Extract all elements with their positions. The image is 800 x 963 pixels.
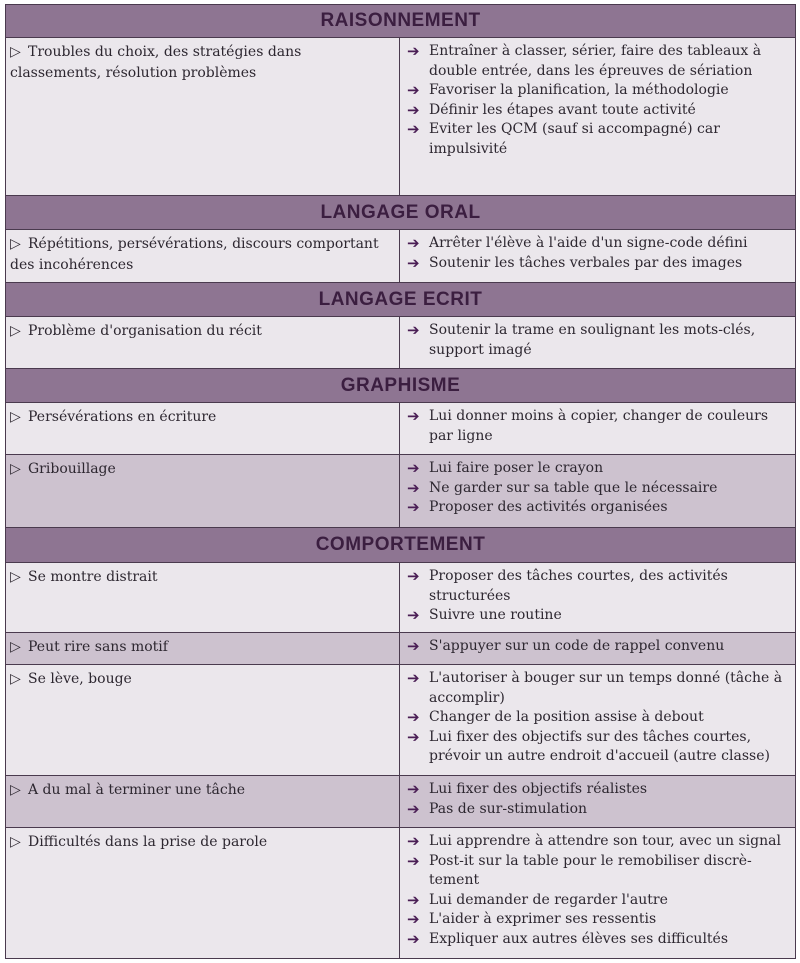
problem-text: A du mal à terminer une tâche: [28, 782, 246, 798]
action-item: [407, 407, 793, 446]
action-text: Proposer des activités organisées: [429, 499, 668, 515]
problem-text: Problème d'organisation du récit: [28, 323, 262, 339]
triangle-right-outline-icon: ▷: [10, 323, 21, 339]
triangle-right-outline-icon: ▷: [10, 461, 21, 477]
actions-cell: [407, 42, 793, 159]
problem-cell: [10, 234, 390, 276]
problem-text: Persévérations en écriture: [28, 409, 217, 425]
actions-cell: [407, 669, 793, 767]
action-item: [407, 498, 793, 518]
arrow-right-icon: ➔: [407, 567, 420, 585]
section-header-comportement: COMPORTEMENT: [6, 528, 795, 563]
action-text: Définir les étapes avant toute activité: [429, 101, 696, 118]
problem-text: Difficultés dans la prise de parole: [28, 834, 268, 850]
actions-cell: [407, 321, 793, 360]
arrow-right-icon: ➔: [407, 890, 420, 909]
action-item: [407, 101, 793, 121]
table-row: [6, 38, 795, 196]
arrow-right-icon: ➔: [407, 253, 420, 272]
problem-cell: [10, 637, 390, 658]
problem-text: Peut rire sans motif: [28, 639, 168, 655]
problem-text: Répétitions, persévérations, discours comportant des incohérences: [10, 236, 379, 273]
action-item: [407, 120, 793, 159]
arrow-right-icon: ➔: [407, 478, 420, 497]
action-text: Ne garder sur sa table que le nécessaire: [429, 479, 718, 496]
action-text: Arrêter l'élève à l'aide d'un signe-code défini: [429, 235, 748, 251]
triangle-right-outline-icon: ▷: [10, 671, 21, 687]
action-item: [407, 459, 793, 479]
column-divider: [399, 403, 400, 454]
action-item: [407, 930, 793, 950]
triangle-right-outline-icon: ▷: [10, 782, 21, 798]
arrow-right-icon: ➔: [407, 910, 420, 928]
arrow-right-icon: ➔: [407, 606, 420, 624]
problem-text: Se montre distrait: [28, 569, 158, 585]
triangle-right-outline-icon: ▷: [10, 639, 21, 655]
action-item: [407, 254, 793, 274]
section-header-raisonnement: RAISONNEMENT: [6, 5, 795, 38]
action-text: Proposer des tâches courtes, des activités structurées: [429, 568, 728, 604]
section-header-langage-ecrit: LANGAGE ECRIT: [6, 283, 795, 317]
column-divider: [399, 317, 400, 368]
table-row: [6, 776, 795, 828]
column-divider: [399, 828, 400, 958]
arrow-right-icon: ➔: [407, 120, 420, 138]
action-item: [407, 852, 793, 891]
actions-cell: [407, 234, 793, 273]
action-text: Suivre une routine: [429, 607, 562, 623]
actions-cell: [407, 637, 793, 657]
column-divider: [399, 563, 400, 632]
arrow-right-icon: ➔: [407, 708, 420, 726]
problem-cell: [10, 567, 390, 588]
action-text: Expliquer aux autres élèves ses difficultés: [429, 930, 729, 947]
column-divider: [399, 633, 400, 664]
action-item: [407, 81, 793, 101]
action-item: [407, 832, 793, 852]
arrow-right-icon: ➔: [407, 459, 420, 477]
problem-cell: [10, 669, 390, 690]
action-item: [407, 910, 793, 930]
problem-cell: [10, 780, 390, 801]
action-text: Favoriser la planification, la méthodologie: [429, 82, 729, 98]
action-text: Eviter les QCM (sauf si accompagné) car impulsivité: [429, 121, 720, 157]
column-divider: [399, 455, 400, 527]
table-row: [6, 828, 795, 958]
arrow-right-icon: ➔: [407, 407, 420, 425]
action-item: [407, 669, 793, 708]
arrow-right-icon: ➔: [407, 727, 420, 746]
actions-cell: [407, 567, 793, 626]
action-text: Lui donner moins à copier, changer de couleurs par ligne: [429, 408, 769, 444]
problem-cell: [10, 459, 390, 480]
table-row: [6, 403, 795, 455]
table-row: [6, 633, 795, 665]
action-item: [407, 479, 793, 499]
arrow-right-icon: ➔: [407, 780, 420, 798]
problem-cell: [10, 407, 390, 428]
problem-text: Troubles du choix, des stratégies dans classements, résolution problèmes: [10, 44, 302, 81]
triangle-right-outline-icon: ▷: [10, 569, 21, 585]
actions-cell: [407, 407, 793, 446]
triangle-right-outline-icon: ▷: [10, 44, 21, 60]
triangle-right-outline-icon: ▷: [10, 236, 21, 252]
problem-cell: [10, 42, 390, 84]
action-item: [407, 637, 793, 657]
section-header-graphisme: GRAPHISME: [6, 369, 795, 403]
problem-cell: [10, 321, 390, 342]
action-item: [407, 567, 793, 606]
column-divider: [399, 230, 400, 282]
table-row: [6, 563, 795, 633]
arrow-right-icon: ➔: [407, 81, 420, 99]
action-item: [407, 728, 793, 767]
action-item: [407, 234, 793, 254]
table-row: [6, 665, 795, 776]
problem-text: Gribouillage: [28, 461, 116, 477]
action-text: Soutenir la trame en soulignant les mots-clés, support imagé: [429, 322, 756, 358]
triangle-right-outline-icon: ▷: [10, 409, 21, 425]
actions-cell: [407, 780, 793, 819]
action-text: Lui demander de regarder l'autre: [429, 891, 668, 908]
actions-cell: [407, 832, 793, 949]
arrow-right-icon: ➔: [407, 799, 420, 818]
action-item: [407, 891, 793, 911]
actions-cell: [407, 459, 793, 518]
arrow-right-icon: ➔: [407, 851, 420, 870]
column-divider: [399, 665, 400, 775]
table-row: [6, 455, 795, 528]
arrow-right-icon: ➔: [407, 637, 420, 655]
action-item: [407, 42, 793, 81]
action-item: [407, 708, 793, 728]
recommendations-table: [5, 4, 796, 959]
action-text: Lui fixer des objectifs sur des tâches courtes, prévoir un autre endroit d'accueil (autre classe): [429, 728, 770, 764]
section-header-langage-oral: LANGAGE ORAL: [6, 196, 795, 230]
action-text: Post-it sur la table pour le remobiliser discrètement: [429, 852, 752, 888]
table-row: [6, 317, 795, 369]
action-text: Lui apprendre à attendre son tour, avec un signal: [429, 833, 781, 849]
action-item: [407, 321, 793, 360]
action-text: Entraîner à classer, sérier, faire des tableaux à double entrée, dans les épreuves de sériation: [429, 43, 762, 79]
action-text: L'aider à exprimer ses ressentis: [429, 911, 657, 927]
action-text: Soutenir les tâches verbales par des images: [429, 254, 743, 271]
action-text: Lui faire poser le crayon: [429, 460, 604, 476]
arrow-right-icon: ➔: [407, 234, 420, 252]
column-divider: [399, 776, 400, 827]
table-row: [6, 230, 795, 283]
action-item: [407, 800, 793, 820]
action-text: Lui fixer des objectifs réalistes: [429, 781, 648, 797]
arrow-right-icon: ➔: [407, 321, 420, 339]
action-text: L'autoriser à bouger sur un temps donné (tâche à accomplir): [429, 670, 783, 706]
arrow-right-icon: ➔: [407, 832, 420, 850]
arrow-right-icon: ➔: [407, 669, 420, 687]
arrow-right-icon: ➔: [407, 42, 420, 60]
action-item: [407, 780, 793, 800]
action-text: S'appuyer sur un code de rappel convenu: [429, 638, 725, 654]
action-item: [407, 606, 793, 626]
arrow-right-icon: ➔: [407, 100, 420, 119]
arrow-right-icon: ➔: [407, 929, 420, 948]
triangle-right-outline-icon: ▷: [10, 834, 21, 850]
problem-text: Se lève, bouge: [28, 671, 132, 687]
column-divider: [399, 38, 400, 195]
action-text: Changer de la position assise à debout: [429, 709, 704, 725]
arrow-right-icon: ➔: [407, 498, 420, 516]
action-text: Pas de sur-stimulation: [429, 800, 588, 817]
problem-cell: [10, 832, 390, 853]
